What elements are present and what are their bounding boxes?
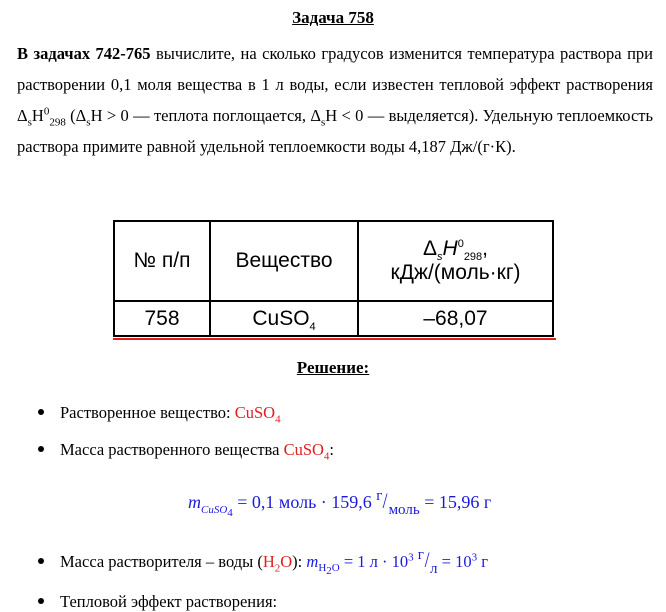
bullet-solute <box>38 403 281 426</box>
sup-zero: 0 <box>43 105 50 118</box>
bullet-text: Тепловой эффект растворения: <box>60 592 278 611</box>
delta-symbol: Δ <box>422 237 438 260</box>
formula-result: = 15,96 г <box>419 492 492 512</box>
sub-s: s <box>27 116 32 129</box>
statement-text-4: H < 0 — выделяется). Удельную теплоемкость раствора примите равной удельной теплоемкости воды 4,187 Дж/(г·К). <box>17 106 654 156</box>
solute-formula: CuSO <box>234 403 276 422</box>
task-statement <box>17 38 653 162</box>
h-letter: H <box>31 106 44 125</box>
mass-symbol: m <box>306 552 319 571</box>
mass-symbol: m <box>188 492 201 512</box>
solute-sub: 4 <box>275 413 281 426</box>
cell-substance <box>210 301 358 336</box>
cell-number: 758 <box>114 301 210 336</box>
fraction-numerator: г <box>376 488 383 504</box>
water-o: O <box>280 552 293 571</box>
fraction-slash: / <box>383 488 388 513</box>
sub-s-2: s <box>86 116 91 129</box>
h-symbol: H <box>442 237 458 260</box>
fraction-denominator: моль <box>388 502 420 518</box>
task-range: В задачах 742-765 <box>17 44 151 63</box>
data-table <box>113 220 554 337</box>
statement-text-3: H > 0 — теплота поглощается, Δ <box>90 106 321 125</box>
header-enthalpy <box>358 221 553 301</box>
bullet-heat-effect <box>38 592 277 612</box>
colon: : <box>329 440 335 459</box>
zero-sup: 0 <box>457 238 464 250</box>
water-formula <box>262 552 293 575</box>
exponent-2: 3 <box>471 551 478 564</box>
bullet-dot-icon <box>38 558 44 564</box>
formula-solvent-mass <box>306 547 489 578</box>
header-number: № п/п <box>114 221 210 301</box>
water-2: 2 <box>274 562 281 575</box>
temp-sub: 298 <box>463 251 483 264</box>
table-underline <box>113 338 556 340</box>
sub-h: H <box>318 562 327 575</box>
formula-unit: г <box>477 552 489 571</box>
cell-enthalpy: –68,07 <box>358 301 553 336</box>
formula-body: = 1 л · 10 <box>339 552 409 571</box>
bullet-dot-icon <box>38 446 44 452</box>
bullet-text: Масса растворенного вещества <box>60 440 284 459</box>
formula-solute-mass <box>188 488 492 519</box>
sub-298: 298 <box>49 116 66 129</box>
solute-formula: CuSO <box>283 440 324 459</box>
statement-text-2: (Δ <box>65 106 87 125</box>
bullet-solute-mass <box>38 440 335 463</box>
sub-s-3: s <box>320 116 326 129</box>
table-row <box>114 301 553 336</box>
substance-sub: 4 <box>309 320 316 333</box>
mass-sub: CuSO <box>201 503 228 516</box>
sub-2: 2 <box>326 565 332 578</box>
fraction-numerator: г <box>417 547 424 563</box>
substance-formula: CuSO <box>252 306 310 330</box>
bullet-solvent-mass <box>38 547 489 578</box>
bullet-dot-icon <box>38 409 44 415</box>
sub-o: O <box>331 562 340 575</box>
formula-eq: = 10 <box>437 552 472 571</box>
task-title: Задача 758 <box>292 8 374 27</box>
mass-sub4: 4 <box>227 506 233 519</box>
solute-sub: 4 <box>323 450 330 463</box>
fraction-slash: / <box>424 547 430 572</box>
enthalpy-unit: кДж/(моль·кг) <box>390 261 521 284</box>
formula-body: = 0,1 моль · 159,6 <box>232 492 377 512</box>
water-h: H <box>262 552 275 571</box>
exponent: 3 <box>408 551 414 564</box>
solution-title: Решение: <box>296 358 370 377</box>
bullet-text: Масса растворителя – воды ( <box>60 552 263 571</box>
bullet-dot-icon <box>38 598 44 604</box>
table-header-row <box>114 221 553 301</box>
s-sub: s <box>437 251 443 264</box>
statement-text: вычислите, на сколько градусов изменится температура раствора при растворении 0,1 моля вещества в 1 л воды, если известен тепловой эффект растворения Δ <box>17 44 653 125</box>
fraction-denominator: л <box>430 561 438 577</box>
header-substance: Вещество <box>210 221 358 301</box>
comma: , <box>482 237 489 260</box>
bullet-text: Растворенное вещество: <box>60 403 235 422</box>
bracket-close: ): <box>292 552 307 571</box>
